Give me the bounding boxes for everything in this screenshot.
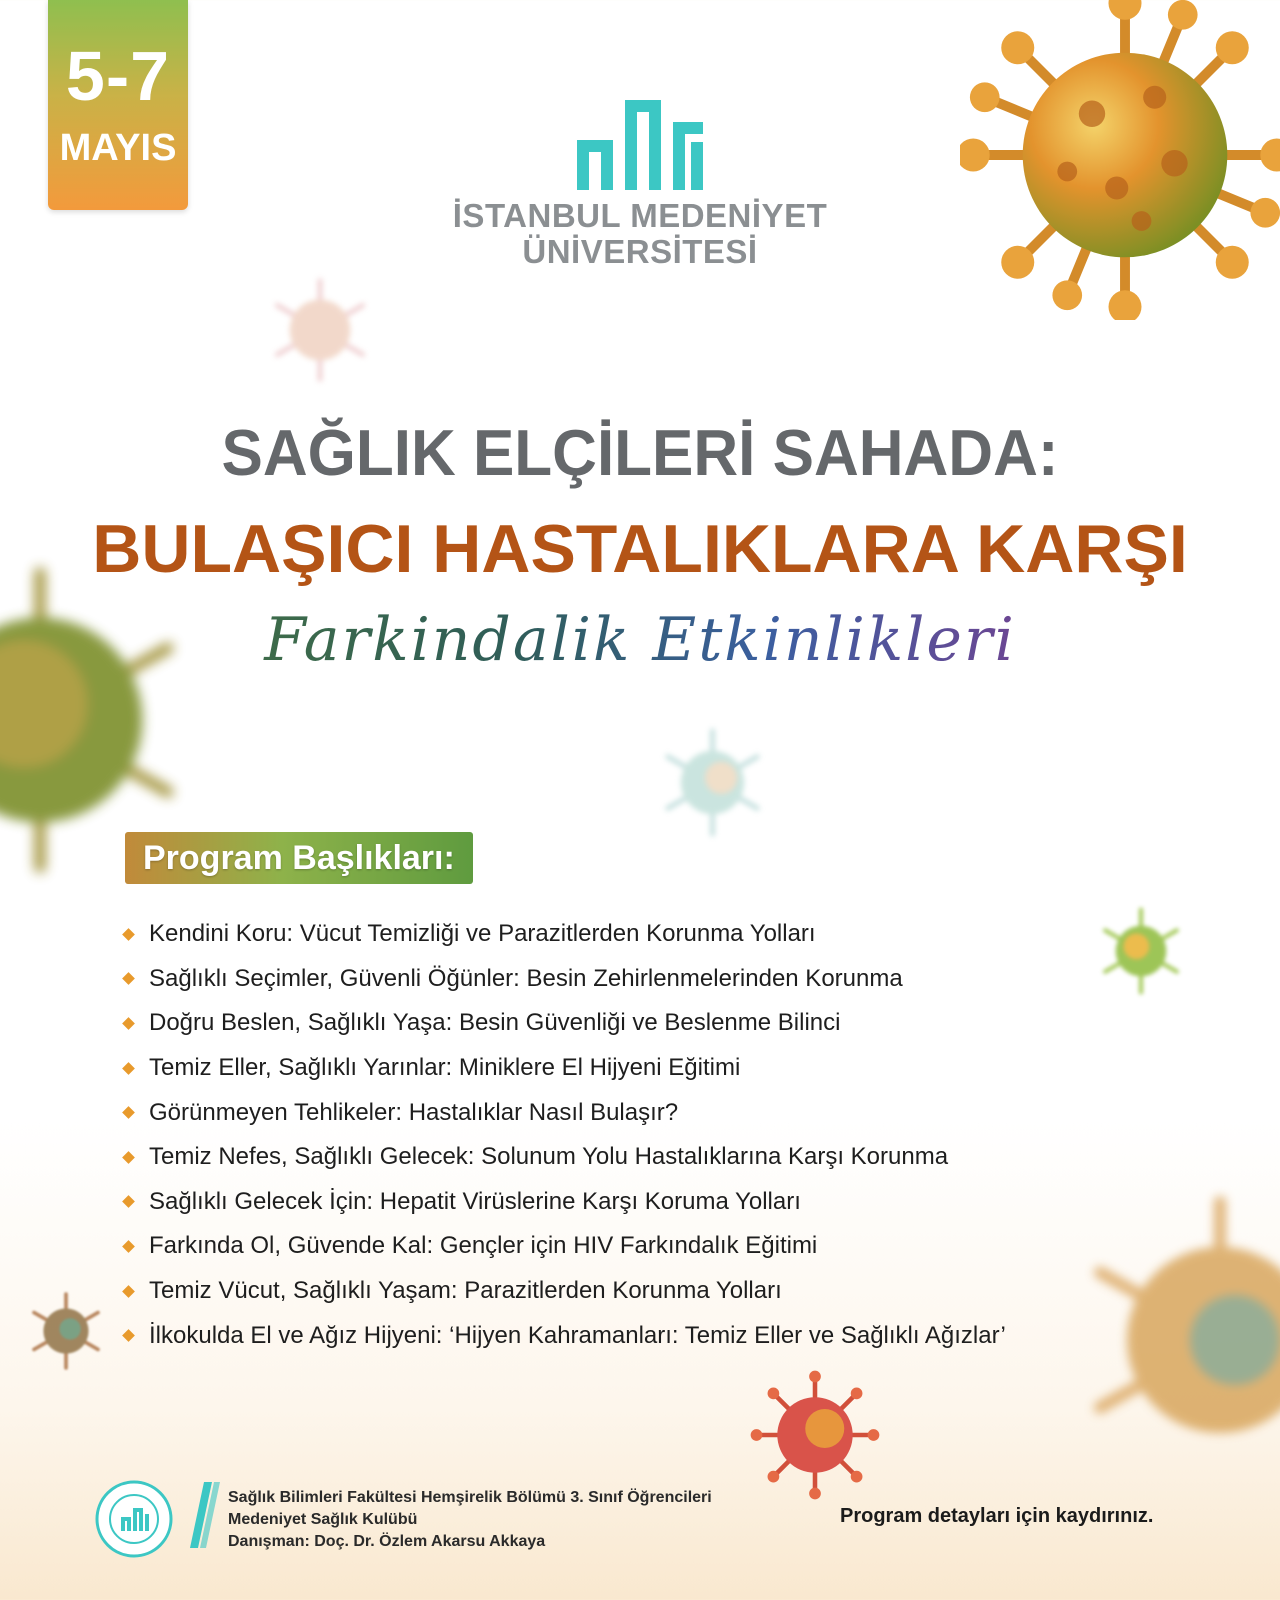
date-month: MAYIS — [59, 126, 177, 169]
program-item — [124, 1001, 1124, 1046]
virus-red-illustration — [750, 1370, 880, 1500]
program-item — [124, 1046, 1124, 1091]
university-name — [0, 198, 1280, 270]
program-item — [124, 1090, 1124, 1135]
footer-credits — [228, 1487, 712, 1553]
bullet-icon — [122, 1151, 135, 1164]
program-item-text: Görünmeyen Tehlikeler: Hastalıklar Nasıl Bulaşır? — [149, 1098, 679, 1126]
footer-line-club: Medeniyet Sağlık Kulübü — [228, 1511, 418, 1528]
program-item-text: Sağlıklı Seçimler, Güvenli Öğünler: Besin Zehirlenmelerinden Korunma — [149, 964, 903, 992]
virus-teal-faded-illustration — [655, 725, 770, 840]
program-item-text: Sağlıklı Gelecek İçin: Hepatit Virüslerine Karşı Koruma Yolları — [149, 1187, 801, 1215]
program-item-text: Temiz Eller, Sağlıklı Yarınlar: Miniklere El Hijyeni Eğitimi — [149, 1054, 741, 1082]
bullet-icon — [122, 1062, 135, 1075]
program-item-text: İlkokulda El ve Ağız Hijyeni: ‘Hijyen Kahramanları: Temiz Eller ve Sağlıklı Ağızlar’ — [149, 1321, 1006, 1349]
university-emblem-icon — [577, 100, 703, 190]
footer-divider-icon — [190, 1482, 220, 1548]
title-line-2: BULAŞICI HASTALIKLARA KARŞI — [92, 511, 1188, 587]
bullet-icon — [122, 1017, 135, 1030]
bullet-icon — [122, 1285, 135, 1298]
bullet-icon — [122, 1329, 135, 1342]
program-item-text: Farkında Ol, Güvende Kal: Gençler için HIV Farkındalık Eğitimi — [149, 1232, 818, 1260]
program-item — [124, 1269, 1124, 1314]
program-list — [124, 912, 1124, 1358]
program-item — [124, 1135, 1124, 1180]
footer-line-advisor: Danışman: Doç. Dr. Özlem Akarsu Akkaya — [228, 1533, 546, 1550]
program-item — [124, 1313, 1124, 1358]
university-logo — [0, 100, 1280, 270]
footer-line-faculty: Sağlık Bilimleri Fakültesi Hemşirelik Bölümü 3. Sınıf Öğrencileri — [228, 1489, 712, 1506]
scroll-hint-text: Program detayları için kaydırınız. — [840, 1505, 1154, 1527]
program-header: Program Başlıkları: — [125, 832, 473, 884]
program-item — [124, 912, 1124, 957]
bullet-icon — [122, 928, 135, 941]
virus-pink-faded-illustration — [265, 275, 375, 385]
university-seal-icon — [95, 1480, 173, 1558]
bullet-icon — [122, 1106, 135, 1119]
university-name-line2: ÜNİVERSİTESİ — [522, 233, 758, 270]
bullet-icon — [122, 973, 135, 986]
program-item — [124, 1180, 1124, 1225]
date-range: 5-7 — [65, 36, 171, 115]
program-item — [124, 957, 1124, 1002]
program-item-text: Kendini Koru: Vücut Temizliği ve Parazitlerden Korunma Yolları — [149, 920, 816, 948]
title-line-1: SAĞLIK ELÇİLERİ SAHADA: — [221, 417, 1059, 490]
program-item-text: Temiz Nefes, Sağlıklı Gelecek: Solunum Yolu Hastalıklarına Karşı Korunma — [149, 1143, 949, 1171]
program-item — [124, 1224, 1124, 1269]
virus-brown-small-illustration — [25, 1290, 107, 1372]
university-name-line1: İSTANBUL MEDENİYET — [452, 197, 828, 234]
title-line-3-script: Farkindalik Etkinlikleri — [0, 605, 1280, 675]
program-item-text: Doğru Beslen, Sağlıklı Yaşa: Besin Güvenliği ve Beslenme Bilinci — [149, 1009, 841, 1037]
bullet-icon — [122, 1195, 135, 1208]
program-item-text: Temiz Vücut, Sağlıklı Yaşam: Parazitlerden Korunma Yolları — [149, 1277, 782, 1305]
bullet-icon — [122, 1240, 135, 1253]
